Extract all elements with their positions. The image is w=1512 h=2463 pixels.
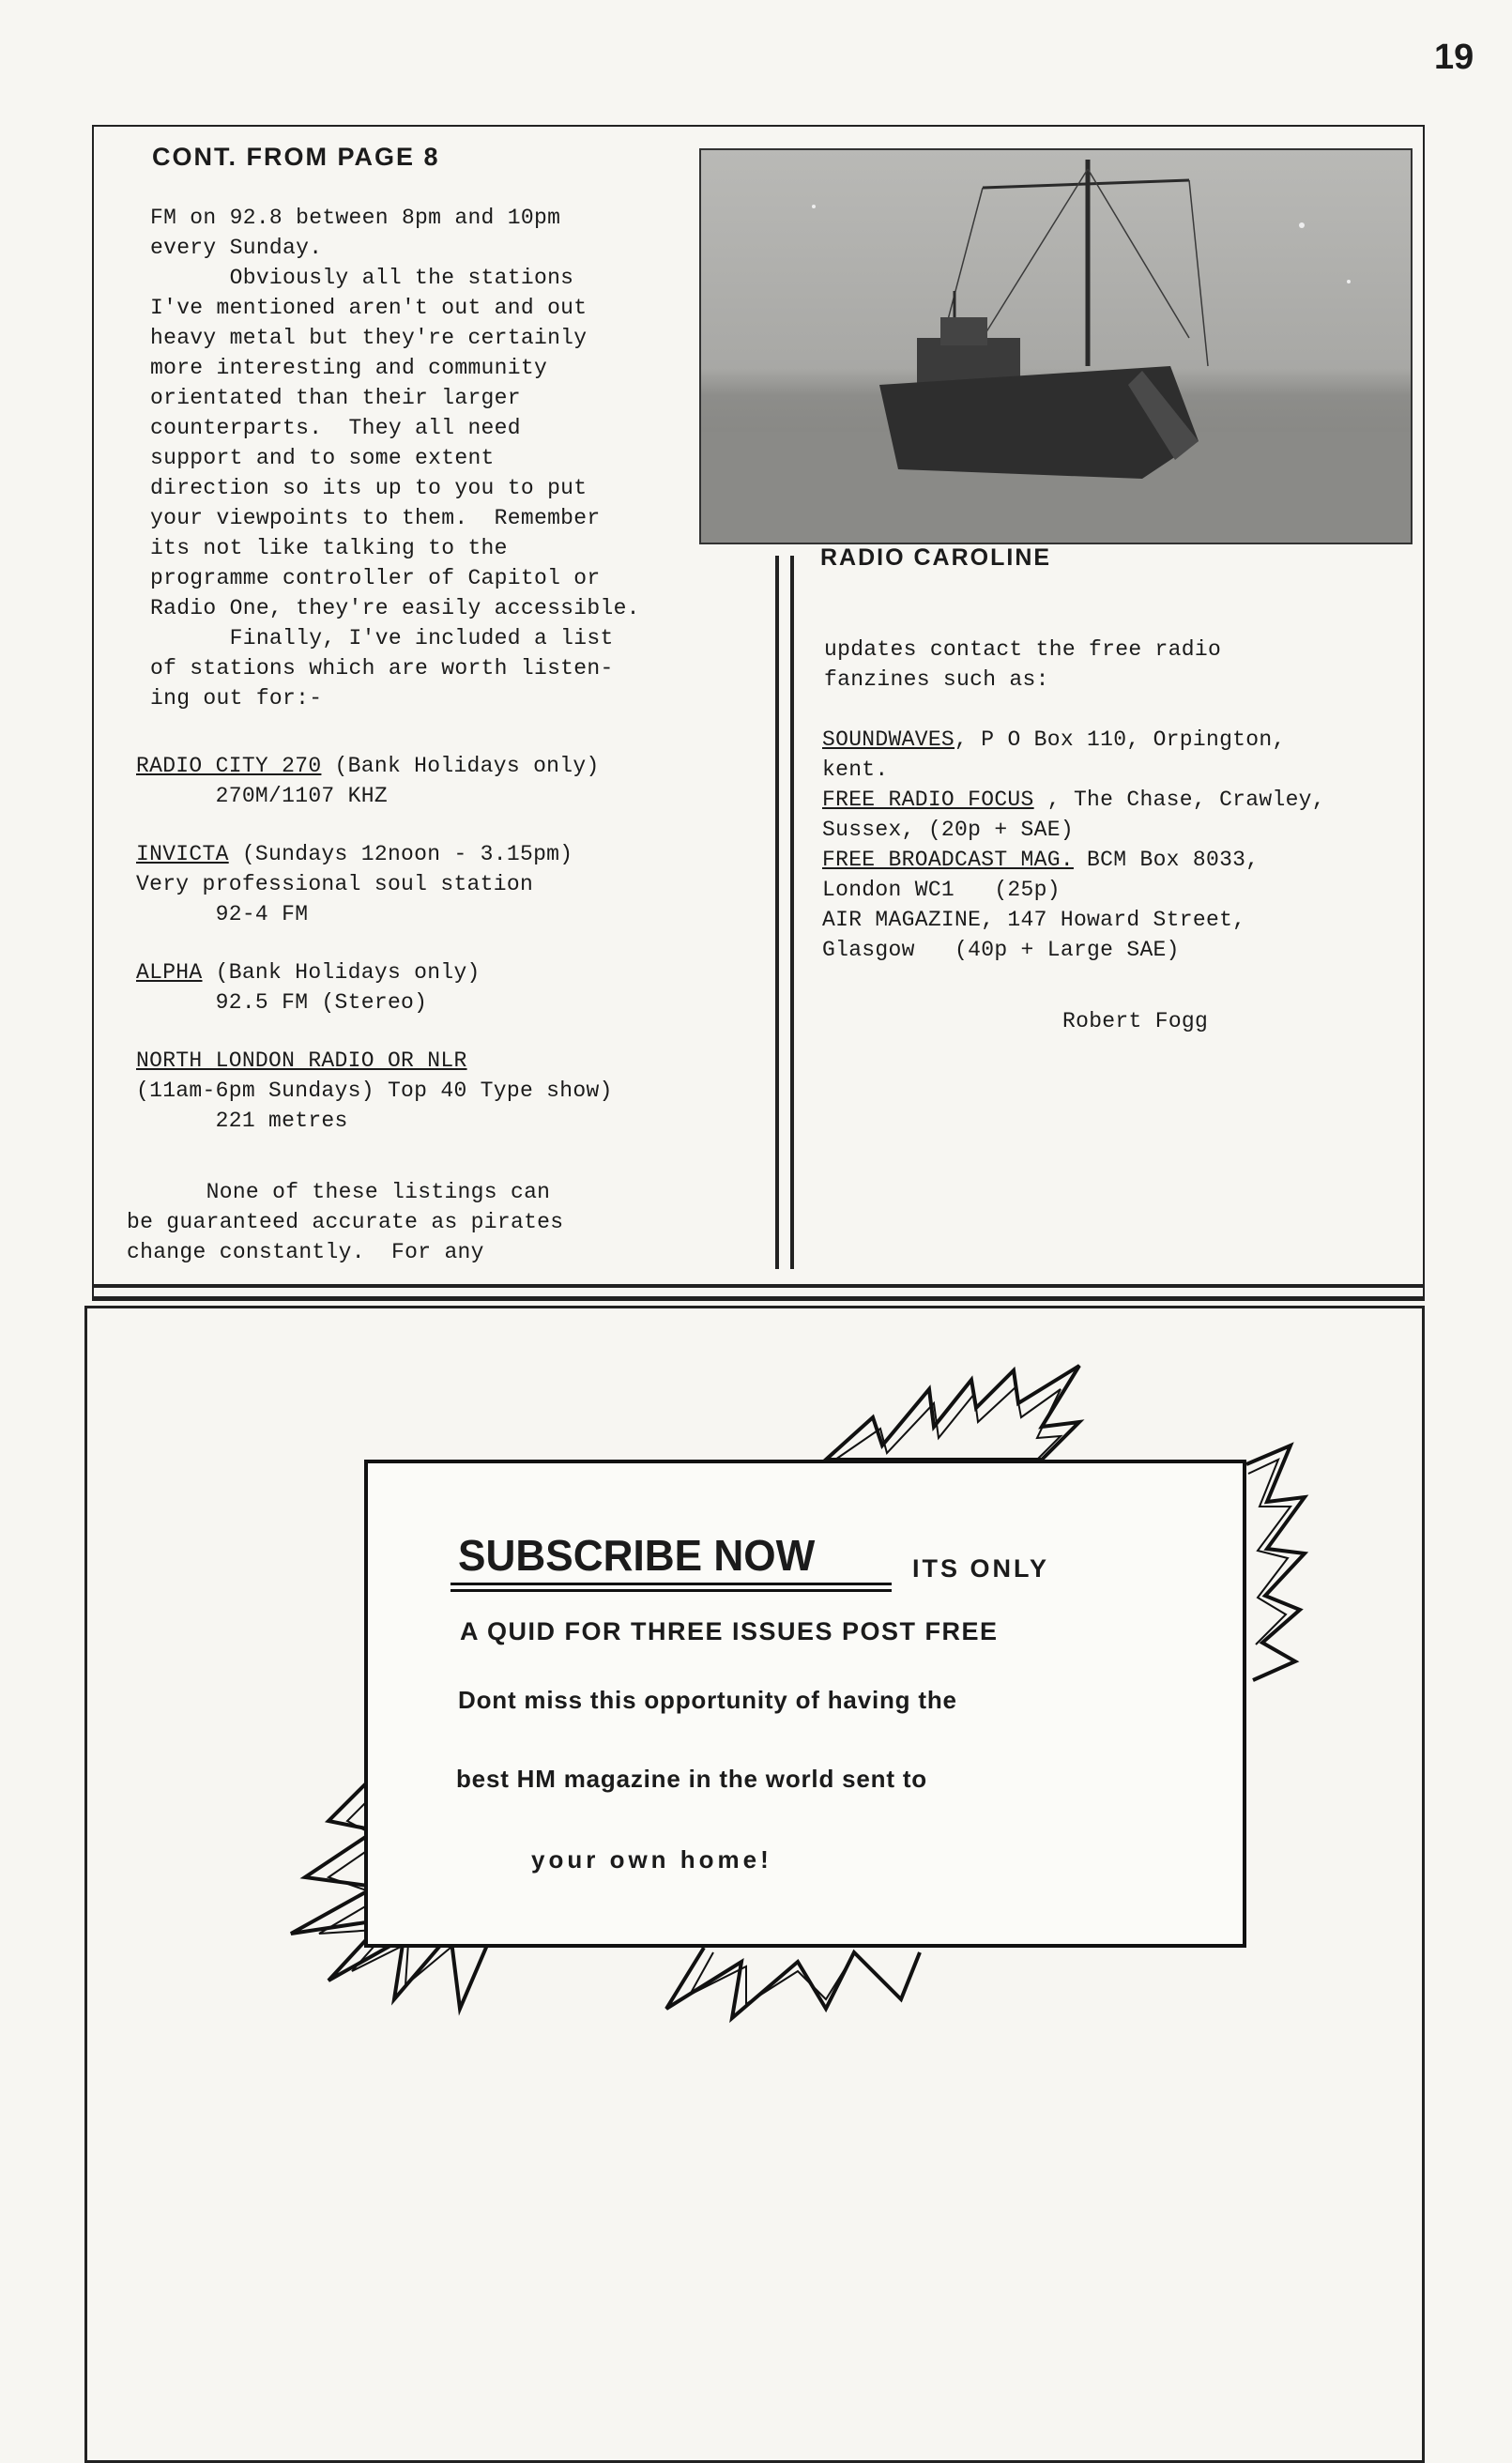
column-rule-right (790, 556, 794, 1269)
author-signature: Robert Fogg (1062, 1009, 1209, 1033)
station-name: RADIO CITY 270 (136, 754, 322, 778)
article-line: your viewpoints to them. Remember (150, 506, 601, 530)
radio-caroline-ship-photo (699, 148, 1413, 544)
article-closing-text (127, 1177, 563, 1267)
fanzine-list (822, 725, 1325, 965)
article-line: direction so its up to you to put (150, 476, 588, 500)
article-line: I've mentioned aren't out and out (150, 296, 588, 320)
fanzine-heading-line (822, 905, 1325, 935)
article-line: support and to some extent (150, 446, 495, 470)
fanzine-info-line: London WC1 (25p) (822, 878, 1061, 902)
subscribe-line-3: your own home! (531, 1845, 772, 1874)
continued-heading: CONT. FROM PAGE 8 (152, 143, 440, 171)
station-detail: (Bank Holidays only) (321, 754, 600, 778)
subscribe-headline: SUBSCRIBE NOW (458, 1531, 816, 1580)
article-line: heavy metal but they're certainly (150, 326, 588, 350)
article-line: ing out for:- (150, 686, 323, 711)
article-line: fanzines such as: (824, 667, 1049, 692)
fanzine-address: BCM Box 8033, (1073, 848, 1260, 872)
station-entry (136, 1046, 613, 1136)
station-list (136, 751, 613, 1164)
article-intro-text (150, 203, 640, 713)
article-line: orientated than their larger (150, 386, 521, 410)
headline-underline (451, 1583, 892, 1585)
article-line: updates contact the free radio (824, 637, 1222, 662)
fanzine-name: SOUNDWAVES (822, 727, 955, 752)
page-number: 19 (1434, 38, 1474, 77)
fanzine-name: FREE RADIO FOCUS (822, 788, 1034, 812)
station-entry (136, 957, 613, 1017)
station-name: NORTH LONDON RADIO OR NLR (136, 1048, 467, 1073)
section-divider (92, 1284, 1425, 1288)
station-name: INVICTA (136, 842, 229, 866)
subscribe-line-2: best HM magazine in the world sent to (456, 1765, 927, 1793)
station-heading-line (136, 751, 613, 781)
fanzine-name: FREE BROADCAST MAG. (822, 848, 1074, 872)
station-entry (136, 839, 613, 929)
station-info-line: 92-4 FM (136, 902, 309, 926)
station-info-line: Very professional soul station (136, 872, 534, 896)
station-heading-line (136, 1046, 613, 1076)
fanzine-entry (822, 905, 1325, 965)
fanzine-heading-line (822, 725, 1325, 755)
station-heading-line (136, 839, 613, 869)
fanzine-entry (822, 725, 1325, 785)
fanzine-heading-line (822, 785, 1325, 815)
article-line: Finally, I've included a list (150, 626, 614, 650)
station-detail: (Bank Holidays only) (202, 960, 481, 985)
fanzine-info-line: Glasgow (40p + Large SAE) (822, 938, 1180, 962)
station-info-line: 221 metres (136, 1109, 348, 1133)
article-line: more interesting and community (150, 356, 548, 380)
station-entry (136, 751, 613, 811)
fanzine-entry (822, 785, 1325, 845)
fanzine-entry (822, 845, 1325, 905)
station-info-line: 92.5 FM (Stereo) (136, 990, 428, 1015)
headline-underline-double (451, 1589, 892, 1592)
article-line: of stations which are worth listen- (150, 656, 614, 681)
article-line: FM on 92.8 between 8pm and 10pm (150, 206, 561, 230)
article-line: Obviously all the stations (150, 266, 574, 290)
station-info-line: (11am-6pm Sundays) Top 40 Type show) (136, 1079, 613, 1103)
station-name: ALPHA (136, 960, 203, 985)
article-line: every Sunday. (150, 236, 323, 260)
fanzine-address: , P O Box 110, Orpington, (955, 727, 1286, 752)
section-divider-secondary (92, 1298, 1425, 1301)
article-line: its not like talking to the (150, 536, 508, 560)
fanzine-address: AIR MAGAZINE, 147 Howard Street, (822, 908, 1246, 932)
column-rule-left (775, 556, 779, 1269)
article-line: None of these listings can (127, 1180, 551, 1204)
article-line: programme controller of Capitol or (150, 566, 601, 590)
fanzine-info-line: Sussex, (20p + SAE) (822, 818, 1074, 842)
station-detail: (Sundays 12noon - 3.15pm) (228, 842, 573, 866)
fanzine-intro-text (824, 635, 1221, 695)
station-info-line: 270M/1107 KHZ (136, 784, 388, 808)
ship-illustration (701, 150, 1413, 544)
article-line: be guaranteed accurate as pirates (127, 1210, 564, 1234)
article-line: Radio One, they're easily accessible. (150, 596, 640, 620)
fanzine-heading-line (822, 845, 1325, 875)
article-line: change constantly. For any (127, 1240, 484, 1264)
subscribe-line-1: Dont miss this opportunity of having the (458, 1686, 957, 1714)
subscribe-headline-suffix: ITS ONLY (912, 1554, 1050, 1583)
subscribe-offer: A QUID FOR THREE ISSUES POST FREE (460, 1617, 999, 1645)
fanzine-address: , The Chase, Crawley, (1033, 788, 1325, 812)
photo-caption: RADIO CAROLINE (820, 544, 1052, 571)
article-line: counterparts. They all need (150, 416, 521, 440)
fanzine-info-line: kent. (822, 757, 889, 782)
station-heading-line (136, 957, 613, 987)
